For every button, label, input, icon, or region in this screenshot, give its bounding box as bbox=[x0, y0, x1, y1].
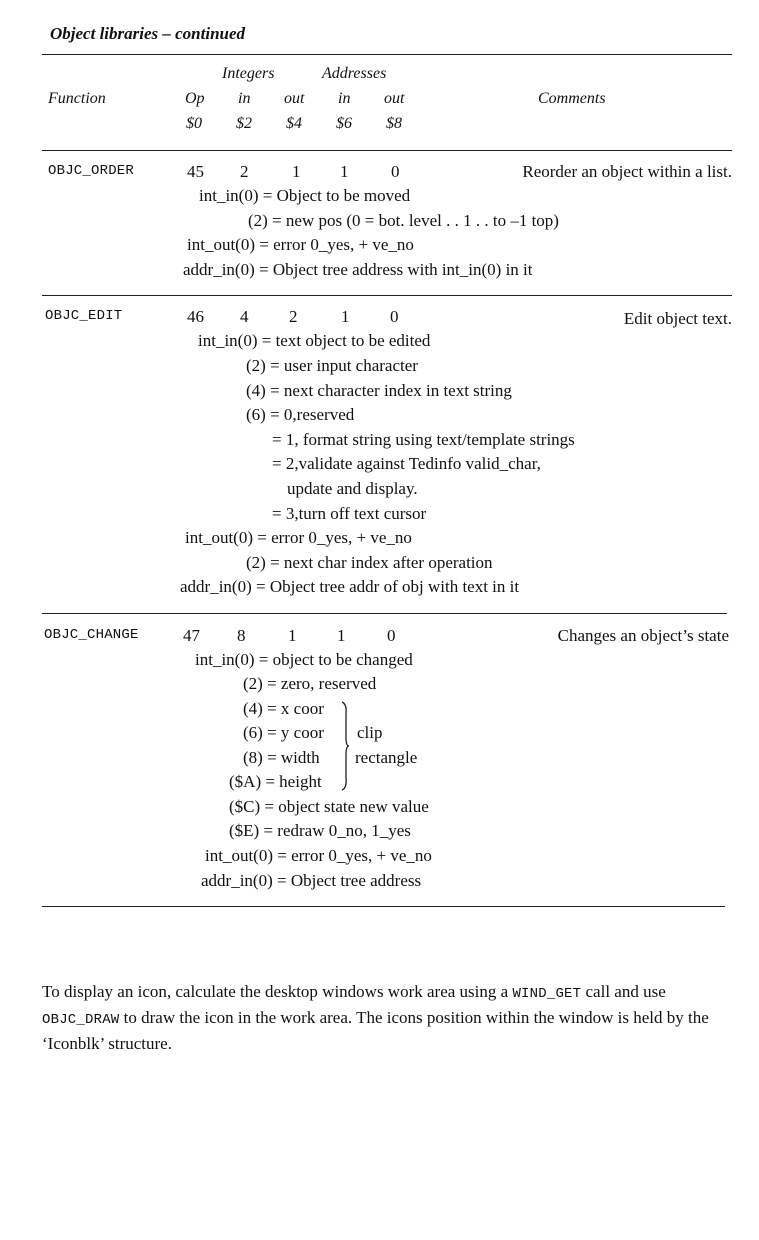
section-rule bbox=[42, 295, 732, 296]
header-int-in: in bbox=[238, 90, 251, 107]
param-line: (2) = new pos (0 = bot. level . . 1 . . to –1 top) bbox=[248, 211, 559, 230]
header-function: Function bbox=[48, 90, 106, 107]
param-line: = 3,turn off text cursor bbox=[272, 504, 427, 523]
param-line: (6) = 0,reserved bbox=[246, 405, 355, 424]
clip-brace bbox=[338, 700, 352, 792]
param-line: int_in(0) = text object to be edited bbox=[198, 331, 431, 350]
header-integers: Integers bbox=[222, 65, 275, 82]
header-comments: Comments bbox=[538, 90, 606, 107]
header-addresses: Addresses bbox=[322, 65, 387, 82]
header-rule bbox=[42, 150, 732, 151]
body-paragraph bbox=[42, 980, 732, 1056]
function-comment: Edit object text. bbox=[623, 309, 732, 328]
paragraph-text: call and use bbox=[581, 982, 666, 1001]
addr-in-value: 1 bbox=[340, 162, 349, 181]
param-line: (4) = next character index in text string bbox=[246, 381, 512, 400]
param-line: addr_in(0) = Object tree address with int_in(0) in it bbox=[183, 260, 533, 279]
int-out-value: 1 bbox=[288, 626, 297, 645]
param-line: int_in(0) = Object to be moved bbox=[199, 186, 411, 205]
param-line: update and display. bbox=[287, 479, 418, 498]
brace-label-clip: clip bbox=[357, 723, 383, 742]
header-offset-0: $0 bbox=[186, 115, 202, 132]
param-line: ($A) = height bbox=[229, 772, 322, 791]
int-out-value: 1 bbox=[292, 162, 301, 181]
function-name: OBJC_CHANGE bbox=[44, 627, 139, 643]
header-op: Op bbox=[185, 90, 205, 107]
addr-out-value: 0 bbox=[387, 626, 396, 645]
param-line: (6) = y coor bbox=[243, 723, 324, 742]
op-value: 45 bbox=[187, 162, 204, 181]
param-line: (2) = zero, reserved bbox=[243, 674, 377, 693]
addr-in-value: 1 bbox=[337, 626, 346, 645]
param-line: = 1, format string using text/template strings bbox=[272, 430, 575, 449]
function-comment: Reorder an object within a list. bbox=[522, 162, 732, 181]
header-addr-in: in bbox=[338, 90, 351, 107]
op-value: 47 bbox=[183, 626, 200, 645]
param-line: addr_in(0) = Object tree address bbox=[201, 871, 422, 890]
param-line: (2) = user input character bbox=[246, 356, 418, 375]
addr-out-value: 0 bbox=[391, 162, 400, 181]
brace-label-rectangle: rectangle bbox=[355, 748, 418, 767]
header-offset-6: $6 bbox=[336, 115, 352, 132]
int-out-value: 2 bbox=[289, 307, 298, 326]
addr-in-value: 1 bbox=[341, 307, 350, 326]
function-name: OBJC_EDIT bbox=[45, 308, 123, 324]
param-line: addr_in(0) = Object tree addr of obj with text in it bbox=[180, 577, 520, 596]
param-line: int_out(0) = error 0_yes, + ve_no bbox=[185, 528, 412, 547]
paragraph-text: To display an icon, calculate the desktop windows work area using a bbox=[42, 982, 513, 1001]
int-in-value: 8 bbox=[237, 626, 246, 645]
header-offset-8: $8 bbox=[386, 115, 402, 132]
header-int-out: out bbox=[284, 90, 305, 107]
param-line: (8) = width bbox=[243, 748, 320, 767]
param-line: (2) = next char index after operation bbox=[246, 553, 493, 572]
code-wind-get: WIND_GET bbox=[512, 986, 582, 1002]
header-offset-4: $4 bbox=[286, 115, 302, 132]
param-line: (4) = x coor bbox=[243, 699, 324, 718]
header-offset-2: $2 bbox=[236, 115, 252, 132]
int-in-value: 4 bbox=[240, 307, 249, 326]
section-rule bbox=[42, 906, 725, 907]
param-line: = 2,validate against Tedinfo valid_char, bbox=[272, 454, 541, 473]
title-rule bbox=[42, 54, 732, 55]
header-addr-out: out bbox=[384, 90, 405, 107]
paragraph-text: to draw the icon in the work area. The icons position within the window is held by the ‘Iconblk’ structure. bbox=[42, 1008, 709, 1053]
section-rule bbox=[42, 613, 727, 614]
function-name: OBJC_ORDER bbox=[48, 163, 135, 179]
code-objc-draw: OBJC_DRAW bbox=[42, 1012, 120, 1028]
param-line: ($C) = object state new value bbox=[229, 797, 429, 816]
function-comment: Changes an object’s state bbox=[557, 626, 729, 645]
param-line: int_out(0) = error 0_yes, + ve_no bbox=[205, 846, 432, 865]
page-title: Object libraries – continued bbox=[50, 24, 246, 43]
addr-out-value: 0 bbox=[390, 307, 399, 326]
int-in-value: 2 bbox=[240, 162, 249, 181]
param-line: int_out(0) = error 0_yes, + ve_no bbox=[187, 235, 414, 254]
param-line: int_in(0) = object to be changed bbox=[195, 650, 413, 669]
param-line: ($E) = redraw 0_no, 1_yes bbox=[229, 821, 411, 840]
op-value: 46 bbox=[187, 307, 204, 326]
